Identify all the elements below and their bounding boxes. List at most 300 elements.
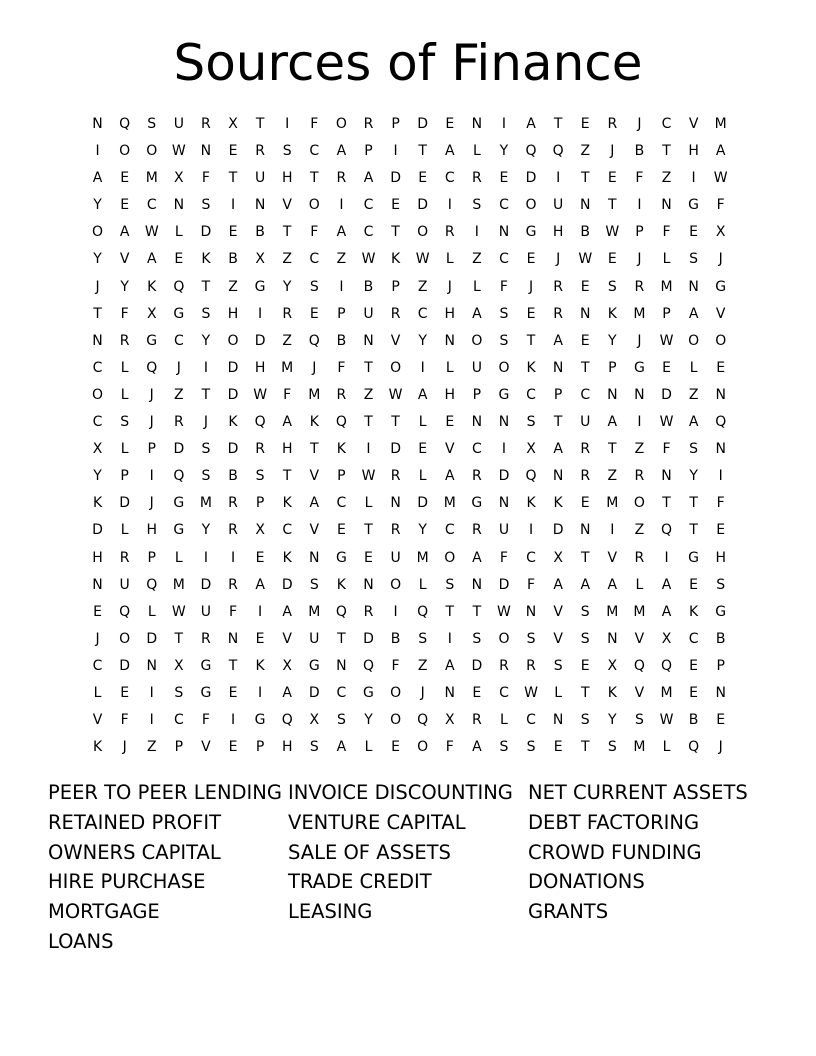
grid-cell: D — [173, 441, 185, 458]
grid-cell: R — [390, 522, 401, 539]
grid-cell: K — [309, 414, 319, 431]
grid-cell: K — [689, 603, 699, 620]
grid-cell: I — [258, 684, 263, 701]
grid-cell: Q — [715, 414, 727, 431]
grid-cell: P — [608, 359, 617, 376]
grid-cell: V — [715, 305, 726, 322]
grid-cell: N — [634, 386, 645, 403]
grid-cell: X — [255, 522, 265, 539]
grid-cell: A — [715, 143, 726, 160]
grid-cell: I — [556, 170, 561, 187]
grid-cell: N — [715, 684, 726, 701]
grid-cell: W — [578, 251, 593, 268]
grid-cell: Q — [552, 143, 564, 160]
grid-cell: H — [227, 305, 239, 322]
word-list-item: LOANS — [48, 929, 114, 953]
grid-cell: E — [93, 603, 102, 620]
grid-cell: J — [203, 414, 208, 431]
grid-cell: B — [390, 630, 401, 647]
grid-cell: H — [254, 359, 266, 376]
grid-cell: L — [120, 359, 129, 376]
grid-cell: E — [228, 224, 238, 241]
grid-cell: R — [255, 441, 265, 458]
grid-cell: V — [309, 522, 320, 539]
grid-cell: B — [634, 143, 645, 160]
grid-cell: S — [147, 116, 157, 132]
grid-cell: N — [715, 441, 726, 458]
grid-cell: Q — [688, 739, 700, 756]
grid-cell: C — [526, 386, 536, 403]
grid-cell: T — [689, 522, 698, 539]
grid-cell: V — [119, 251, 130, 268]
grid-cell: H — [92, 549, 103, 566]
grid-cell: P — [662, 305, 671, 322]
grid-cell: F — [499, 278, 508, 295]
grid-cell: G — [254, 278, 266, 295]
grid-cell: T — [282, 224, 292, 241]
grid-cell: O — [688, 332, 700, 349]
grid-cell: M — [443, 495, 456, 512]
grid-cell: R — [336, 170, 347, 187]
grid-cell: A — [282, 603, 292, 620]
grid-cell: N — [661, 468, 672, 485]
grid-cell: F — [201, 170, 210, 187]
grid-cell: G — [633, 359, 645, 376]
grid-cell: E — [580, 332, 590, 349]
grid-cell: A — [444, 143, 455, 160]
grid-cell: V — [553, 603, 563, 620]
grid-row — [84, 138, 734, 165]
grid-cell: U — [309, 630, 320, 647]
grid-cell: X — [228, 116, 238, 132]
grid-cell: E — [364, 549, 373, 566]
grid-cell: I — [149, 712, 154, 729]
grid-cell: X — [444, 712, 455, 729]
grid-cell: N — [498, 224, 510, 241]
grid-cell: C — [363, 197, 374, 214]
grid-cell: I — [149, 468, 154, 485]
grid-cell: Y — [282, 278, 292, 295]
grid-cell: E — [336, 522, 346, 539]
grid-row — [84, 572, 734, 599]
grid-cell: J — [447, 278, 452, 295]
grid-cell: H — [552, 224, 564, 241]
grid-cell: N — [688, 278, 699, 295]
grid-cell: T — [689, 495, 698, 512]
grid-cell: S — [580, 712, 590, 729]
grid-cell: C — [499, 251, 509, 268]
grid-cell: R — [228, 576, 238, 593]
grid-cell: O — [498, 359, 510, 376]
grid-cell: G — [525, 224, 537, 241]
grid-cell: H — [281, 170, 293, 187]
grid-cell: S — [174, 684, 184, 701]
grid-cell: Q — [146, 576, 158, 593]
grid-cell: G — [200, 657, 212, 674]
grid-cell: Z — [228, 278, 238, 295]
grid-cell: U — [254, 170, 266, 187]
grid-row — [84, 165, 734, 192]
grid-cell: T — [228, 657, 238, 674]
grid-cell: U — [173, 116, 184, 132]
grid-cell: Y — [608, 332, 617, 349]
grid-cell: E — [228, 739, 238, 756]
grid-cell: D — [552, 522, 564, 539]
grid-cell: Y — [93, 468, 102, 485]
grid-cell: E — [472, 684, 482, 701]
grid-cell: M — [308, 603, 321, 620]
grid-cell: G — [173, 305, 185, 322]
grid-row — [84, 301, 734, 328]
grid-cell: V — [444, 441, 455, 458]
grid-cell: E — [689, 224, 699, 241]
word-list-item: VENTURE CAPITAL — [288, 810, 466, 834]
grid-cell: N — [444, 332, 455, 349]
grid-cell: Y — [499, 143, 509, 160]
grid-cell: X — [607, 657, 618, 674]
grid-cell: J — [528, 278, 534, 295]
grid-cell: L — [120, 386, 129, 403]
grid-cell: Y — [93, 197, 102, 214]
grid-cell: P — [716, 657, 725, 674]
grid-cell: E — [309, 305, 319, 322]
grid-row — [84, 463, 734, 490]
grid-cell: E — [526, 305, 536, 322]
grid-cell: Z — [417, 657, 428, 674]
grid-cell: C — [526, 549, 536, 566]
grid-cell: K — [92, 739, 103, 756]
grid-cell: C — [173, 712, 184, 729]
grid-cell: D — [227, 359, 239, 376]
grid-cell: K — [526, 495, 536, 512]
grid-cell: E — [228, 143, 238, 160]
grid-cell: N — [444, 684, 455, 701]
grid-cell: W — [713, 170, 728, 187]
grid-cell: T — [255, 116, 265, 132]
grid-cell: V — [553, 630, 563, 647]
grid-cell: A — [282, 684, 292, 701]
grid-cell: V — [607, 549, 618, 566]
grid-cell: N — [227, 630, 239, 647]
page-title: Sources of Finance — [173, 34, 643, 92]
grid-cell: Y — [120, 278, 129, 295]
grid-cell: K — [526, 359, 536, 376]
grid-cell: P — [337, 305, 346, 322]
grid-cell: W — [659, 712, 674, 729]
grid-cell: E — [445, 414, 455, 431]
grid-cell: R — [634, 278, 645, 295]
grid-cell: N — [552, 712, 564, 729]
grid-cell: T — [553, 414, 563, 431]
grid-cell: O — [417, 739, 429, 756]
grid-cell: S — [418, 630, 428, 647]
grid-cell: T — [662, 495, 671, 512]
grid-cell: G — [254, 712, 266, 729]
grid-cell: V — [688, 116, 699, 132]
grid-cell: N — [173, 197, 185, 214]
grid-cell: A — [255, 576, 265, 593]
grid-cell: Q — [281, 712, 293, 729]
grid-cell: L — [662, 251, 671, 268]
grid-cell: L — [554, 684, 563, 701]
grid-cell: E — [255, 630, 265, 647]
grid-cell: P — [364, 143, 373, 160]
word-list-item: CROWD FUNDING — [528, 840, 702, 864]
grid-cell: U — [471, 359, 482, 376]
word-list-item: LEASING — [288, 900, 373, 924]
grid-cell: E — [580, 495, 590, 512]
grid-cell: G — [146, 332, 158, 349]
grid-cell: L — [93, 684, 102, 701]
grid-cell: E — [716, 522, 726, 539]
grid-cell: A — [526, 116, 536, 132]
grid-cell: T — [445, 603, 455, 620]
grid-row — [84, 111, 734, 138]
grid-cell: E — [228, 684, 238, 701]
grid-cell: E — [499, 170, 509, 187]
grid-cell: D — [661, 386, 672, 403]
grid-cell: J — [637, 251, 642, 268]
grid-cell: Q — [308, 332, 320, 349]
grid-cell: R — [119, 332, 130, 349]
word-list-item: OWNERS CAPITAL — [48, 840, 221, 864]
grid-cell: E — [120, 684, 130, 701]
grid-cell: I — [718, 468, 723, 485]
grid-row — [84, 517, 734, 544]
grid-cell: Z — [472, 251, 482, 268]
grid-cell: I — [149, 684, 154, 701]
grid-row — [84, 219, 734, 246]
grid-cell: F — [337, 359, 346, 376]
grid-cell: N — [498, 495, 510, 512]
grid-cell: Q — [173, 278, 185, 295]
grid-cell: B — [228, 468, 238, 485]
grid-cell: H — [146, 522, 157, 539]
grid-cell: T — [580, 359, 590, 376]
grid-cell: G — [471, 495, 483, 512]
word-list-item: RETAINED PROFIT — [48, 810, 222, 834]
grid-cell: F — [310, 116, 319, 132]
grid-cell: D — [308, 684, 320, 701]
grid-cell: T — [364, 359, 373, 376]
grid-cell: S — [201, 441, 211, 458]
grid-cell: N — [92, 332, 103, 349]
grid-cell: R — [390, 468, 401, 485]
grid-cell: Q — [119, 116, 131, 132]
grid-cell: D — [417, 116, 429, 132]
word-list-item: SALE OF ASSETS — [288, 840, 451, 864]
grid-cell: P — [174, 739, 184, 756]
grid-cell: A — [580, 576, 591, 593]
grid-cell: T — [580, 739, 590, 756]
grid-cell: C — [526, 712, 536, 729]
grid-cell: D — [119, 657, 131, 674]
grid-cell: N — [525, 603, 537, 620]
grid-cell: D — [119, 495, 131, 512]
grid-cell: D — [92, 522, 103, 539]
grid-cell: F — [445, 739, 454, 756]
grid-cell: G — [715, 278, 727, 295]
grid-cell: M — [633, 603, 646, 620]
grid-row — [84, 328, 734, 355]
grid-cell: C — [444, 522, 455, 539]
grid-cell: D — [525, 170, 537, 187]
grid-cell: Q — [525, 143, 537, 160]
grid-cell: Z — [282, 251, 292, 268]
grid-cell: D — [200, 576, 212, 593]
grid-cell: P — [391, 116, 400, 132]
grid-cell: O — [444, 549, 456, 566]
grid-cell: I — [339, 197, 344, 214]
grid-cell: V — [282, 630, 292, 647]
grid-cell: L — [662, 739, 671, 756]
grid-cell: A — [607, 414, 618, 431]
grid-cell: A — [282, 414, 292, 431]
grid-cell: R — [634, 468, 645, 485]
grid-cell: P — [391, 278, 400, 295]
grid-cell: U — [390, 549, 401, 566]
grid-cell: E — [580, 116, 590, 132]
grid-cell: D — [498, 468, 510, 485]
grid-cell: K — [282, 495, 292, 512]
grid-cell: C — [309, 251, 320, 268]
grid-cell: A — [336, 739, 347, 756]
grid-cell: T — [418, 143, 427, 160]
grid-cell: R — [228, 495, 238, 512]
grid-cell: S — [526, 630, 536, 647]
grid-cell: E — [120, 170, 130, 187]
grid-cell: I — [230, 197, 236, 214]
grid-cell: V — [634, 630, 645, 647]
grid-cell: K — [553, 495, 563, 512]
grid-cell: M — [606, 603, 619, 620]
grid-cell: Z — [146, 739, 157, 756]
grid-cell: S — [336, 712, 346, 729]
grid-cell: W — [171, 143, 186, 160]
word-list-item: NET CURRENT ASSETS — [528, 781, 748, 804]
grid-cell: D — [254, 332, 266, 349]
grid-cell: O — [390, 359, 402, 376]
grid-cell: X — [715, 224, 726, 241]
grid-cell: J — [718, 251, 723, 268]
grid-cell: I — [610, 522, 615, 539]
grid-cell: R — [553, 278, 563, 295]
grid-cell: W — [659, 414, 674, 431]
grid-cell: K — [147, 278, 157, 295]
grid-cell: F — [635, 170, 644, 187]
grid-cell: Z — [282, 332, 292, 349]
grid-cell: O — [119, 630, 131, 647]
grid-cell: M — [172, 576, 185, 593]
grid-row — [84, 192, 734, 219]
grid-cell: P — [472, 386, 482, 403]
grid-cell: I — [203, 359, 208, 376]
grid-cell: F — [716, 197, 725, 214]
grid-cell: I — [528, 522, 534, 539]
grid-cell: J — [637, 332, 642, 349]
grid-cell: T — [364, 414, 373, 431]
grid-cell: X — [92, 441, 103, 458]
grid-cell: R — [471, 712, 482, 729]
grid-cell: A — [444, 468, 455, 485]
grid-cell: C — [92, 359, 103, 376]
grid-cell: Q — [661, 657, 673, 674]
grid-cell: L — [418, 468, 427, 485]
grid-cell: J — [149, 495, 154, 512]
grid-cell: U — [498, 522, 510, 539]
grid-cell: T — [93, 305, 102, 322]
grid-cell: C — [92, 414, 103, 431]
grid-cell: I — [366, 441, 371, 458]
grid-cell: K — [336, 441, 346, 458]
grid-cell: L — [418, 414, 427, 431]
grid-cell: C — [146, 197, 157, 214]
word-list-item: DONATIONS — [528, 870, 645, 894]
grid-cell: L — [418, 576, 427, 593]
grid-cell: T — [662, 143, 671, 160]
grid-row — [84, 680, 734, 707]
grid-cell: Q — [335, 603, 347, 620]
grid-cell: L — [364, 495, 373, 512]
grid-cell: E — [580, 657, 590, 674]
grid-cell: L — [472, 143, 481, 160]
letter-grid — [84, 111, 734, 761]
grid-cell: Y — [201, 332, 211, 349]
grid-cell: T — [201, 386, 211, 403]
grid-cell: G — [688, 549, 700, 566]
grid-cell: P — [255, 495, 265, 512]
grid-cell: S — [201, 468, 211, 485]
grid-cell: F — [499, 549, 508, 566]
grid-cell: C — [282, 522, 293, 539]
grid-cell: D — [390, 441, 401, 458]
grid-cell: W — [415, 251, 430, 268]
grid-cell: E — [255, 549, 265, 566]
grid-cell: R — [390, 305, 401, 322]
grid-cell: X — [255, 251, 265, 268]
word-list-item: TRADE CREDIT — [288, 870, 432, 894]
grid-row — [84, 653, 734, 680]
grid-row — [84, 409, 734, 436]
grid-cell: E — [716, 712, 726, 729]
grid-cell: W — [388, 386, 403, 403]
grid-cell: W — [605, 224, 620, 241]
grid-cell: O — [525, 197, 537, 214]
grid-cell: Q — [173, 468, 185, 485]
grid-cell: N — [579, 305, 591, 322]
grid-cell: N — [336, 657, 347, 674]
grid-cell: R — [173, 414, 184, 431]
grid-cell: S — [526, 739, 536, 756]
grid-cell: O — [390, 712, 402, 729]
grid-cell: R — [228, 522, 238, 539]
grid-cell: E — [418, 441, 428, 458]
grid-cell: I — [691, 170, 696, 187]
grid-cell: E — [689, 576, 699, 593]
grid-cell: G — [335, 549, 347, 566]
grid-cell: C — [688, 630, 699, 647]
grid-cell: K — [228, 414, 238, 431]
grid-row — [84, 246, 734, 273]
grid-cell: R — [471, 522, 482, 539]
grid-cell: Z — [688, 386, 699, 403]
word-list — [48, 778, 788, 957]
grid-cell: N — [363, 332, 374, 349]
grid-cell: K — [201, 251, 211, 268]
grid-cell: R — [607, 116, 618, 132]
grid-cell: S — [201, 197, 211, 214]
grid-cell: I — [203, 549, 208, 566]
